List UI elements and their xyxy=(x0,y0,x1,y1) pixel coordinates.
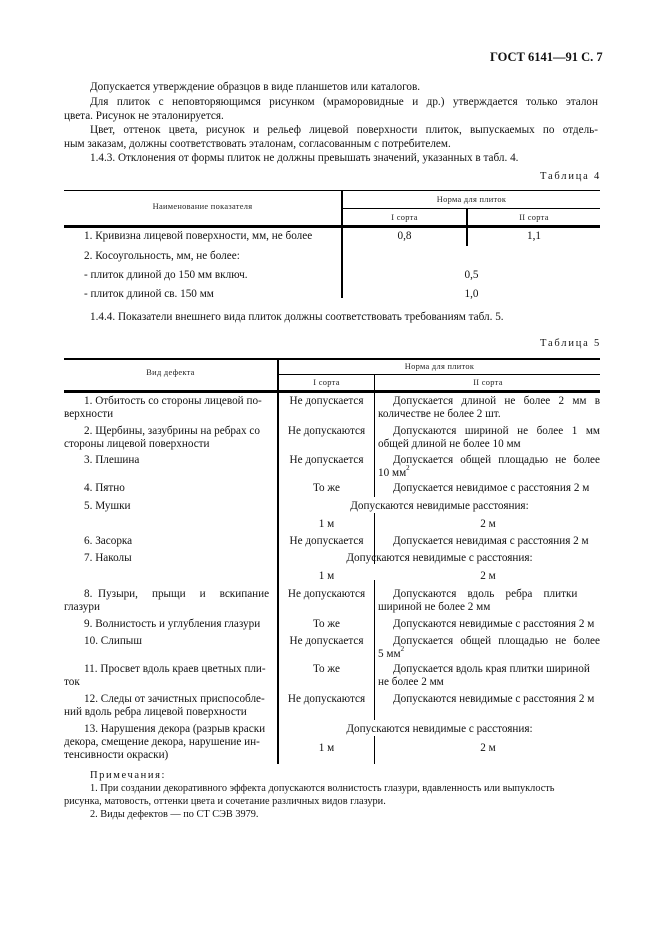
table5-row-name-cont: ток xyxy=(64,676,80,688)
table5-header-grade1: I сорта xyxy=(313,378,340,387)
table5-row-name: 12. Следы от зачистных приспособле- xyxy=(84,693,265,705)
table4-row-name: 2. Косоугольность, мм, не более: xyxy=(84,250,240,262)
table5-row-grade2: Допускается длиной не более 2 мм в xyxy=(393,395,600,407)
table5-row-grade2: Допускается невидимая с расстояния 2 м xyxy=(393,535,589,547)
table5-row-grade1: 1 м xyxy=(318,570,335,582)
table4-row-grade1: 0,8 xyxy=(397,230,412,242)
table5-row-name: 11. Просвет вдоль краев цветных пли- xyxy=(84,663,266,675)
table5-row-name: 4. Пятно xyxy=(84,482,125,494)
table5-header-grade2: II сорта xyxy=(473,378,503,387)
page-header: ГОСТ 6141—91 С. 7 xyxy=(490,50,603,64)
paragraph-color-line2: ным заказам, должны соответствовать эталонам, согласованным с потребителем. xyxy=(64,138,451,150)
paragraph-samples: Допускается утверждение образцов в виде планшетов или каталогов. xyxy=(90,81,421,93)
table4-header-grade1: I сорта xyxy=(391,213,418,222)
table5-row-grade2: 2 м xyxy=(480,518,496,530)
table5-row-name-cont: глазури xyxy=(64,601,100,613)
paragraph-pattern-line2: цвета. Рисунок не эталонируется. xyxy=(64,110,224,122)
table5-row-grade2: 2 м xyxy=(480,742,496,754)
table5-row-grade2-cont: количестве не более 2 шт. xyxy=(378,408,501,420)
table4-row-name: 1. Кривизна лицевой поверхности, мм, не более xyxy=(84,230,313,242)
table5-row-name: 5. Мушки xyxy=(84,500,131,512)
table5-row-grade2: Допускаются шириной не более 1 мм xyxy=(393,425,600,437)
note-2: 2. Виды дефектов — по СТ СЭВ 3979. xyxy=(90,809,259,820)
table5-row-grade1: Не допускаются xyxy=(287,425,366,437)
table5-row-grade1: Не допускается xyxy=(289,535,364,547)
table5-header-norm: Норма для плиток xyxy=(404,362,475,371)
table5-row-name-cont: ний вдоль ребра лицевой поверхности xyxy=(64,706,247,718)
table5-row-grade2: 2 м xyxy=(480,570,496,582)
table5-row-name: 13. Нарушения декора (разрыв краски xyxy=(84,723,266,735)
table5-row-grade1: 1 м xyxy=(318,518,335,530)
table5-row-grade1: Не допускаются xyxy=(287,693,366,705)
table5-row-grade1: Не допускается xyxy=(289,395,364,407)
table5-row-grade2: Допускается общей площадью не более xyxy=(393,635,600,647)
table4-row-value: 1,0 xyxy=(464,288,479,300)
paragraph-pattern-line1: Для плиток с неповторяющимся рисунком (мраморовидные и др.) утверждается только эталон xyxy=(90,96,598,108)
table4-row-name: - плиток длиной св. 150 мм xyxy=(84,288,214,300)
note-1-line1: 1. При создании декоративного эффекта допускаются волнистость глазури, вдавленность или выпуклость xyxy=(90,783,555,794)
table5-row-grade1: Не допускается xyxy=(289,454,364,466)
table5-row-grade1: Не допускаются xyxy=(287,588,366,600)
notes-title: Примечания: xyxy=(90,770,167,781)
table5-row-grade1: То же xyxy=(313,482,340,494)
note-1-line2: рисунка, матовость, оттенки цвета и сочетание различных видов глазури. xyxy=(64,796,386,807)
table5-row-grade2: Допускаются невидимые с расстояния 2 м xyxy=(393,693,595,705)
table5-row-grade2-cont: 5 $мм^2$ xyxy=(378,645,405,660)
table5-header-name: Вид дефекта xyxy=(146,368,195,377)
table5-row-grade2: Допускаются невидимые с расстояния 2 м xyxy=(393,618,595,630)
clause-1-4-4: 1.4.4. Показатели внешнего вида плиток должны соответствовать требованиям табл. 5. xyxy=(90,311,504,323)
table5-row-name-cont: стороны лицевой поверхности xyxy=(64,438,210,450)
table4-header-name: Наименование показателя xyxy=(152,202,253,211)
table4-row-value: 0,5 xyxy=(464,269,479,281)
table5-row-name: 2. Щербины, зазубрины на ребрах со xyxy=(84,425,260,437)
table5-row-span: Допускаются невидимые расстояния: xyxy=(350,500,529,512)
table5-row-name-cont: тенсивности окраски) xyxy=(64,749,169,761)
table4-header-grade2: II сорта xyxy=(519,213,549,222)
table5-row-name: 1. Отбитость со стороны лицевой по- xyxy=(84,395,262,407)
table5-row-grade1: 1 м xyxy=(318,742,335,754)
table4-row-name: - плиток длиной до 150 мм включ. xyxy=(84,269,248,281)
table5-row-grade2-cont: 10 $мм^2$ xyxy=(378,464,410,479)
clause-1-4-3: 1.4.3. Отклонения от формы плиток не должны превышать значений, указанных в табл. 4. xyxy=(90,152,519,164)
table5-row-name: 3. Плешина xyxy=(84,454,140,466)
table5-row-grade1: То же xyxy=(313,618,340,630)
table5-row-name-cont: декора, смещение декора, нарушение ин- xyxy=(64,736,260,748)
table5-row-name: 6. Засорка xyxy=(84,535,133,547)
table5-caption: Таблица 5 xyxy=(540,338,602,349)
table5-row-name-cont: верхности xyxy=(64,408,114,420)
table5-row-grade2-cont: общей длиной не более 10 мм xyxy=(378,438,521,450)
paragraph-color-line1: Цвет, оттенок цвета, рисунок и рельеф лицевой поверхности плиток, выпускаемых по отдель- xyxy=(90,124,598,136)
table4-header-norm: Норма для плиток xyxy=(436,195,507,204)
table5-row-grade2: Допускается общей площадью не более xyxy=(393,454,600,466)
table5-row-name: 10. Слипыш xyxy=(84,635,142,647)
table5-row-grade2: Допускается невидимое с расстояния 2 м xyxy=(393,482,590,494)
table5-row-grade2: Допускаются вдоль ребра плитки xyxy=(393,588,578,600)
table4-row-grade2: 1,1 xyxy=(527,230,541,242)
table5-row-name: 7. Наколы xyxy=(84,552,132,564)
table5-row-span: Допускаются невидимые с расстояния: xyxy=(346,552,533,564)
table5-row-grade1: То же xyxy=(313,663,340,675)
table5-row-name: 9. Волнистость и углубления глазури xyxy=(84,618,261,630)
table5-row-grade1: Не допускается xyxy=(289,635,364,647)
table5-row-grade2-cont: не более 2 мм xyxy=(378,676,444,688)
table5-row-grade2-cont: шириной не более 2 мм xyxy=(378,601,491,613)
table5-row-name: 8. Пузыри, прыщи и вскипание xyxy=(84,588,270,600)
table5-row-grade2: Допускается вдоль края плитки шириной xyxy=(393,663,590,675)
table4-caption: Таблица 4 xyxy=(540,171,602,182)
table5-row-span: Допускаются невидимые с расстояния: xyxy=(346,723,533,735)
